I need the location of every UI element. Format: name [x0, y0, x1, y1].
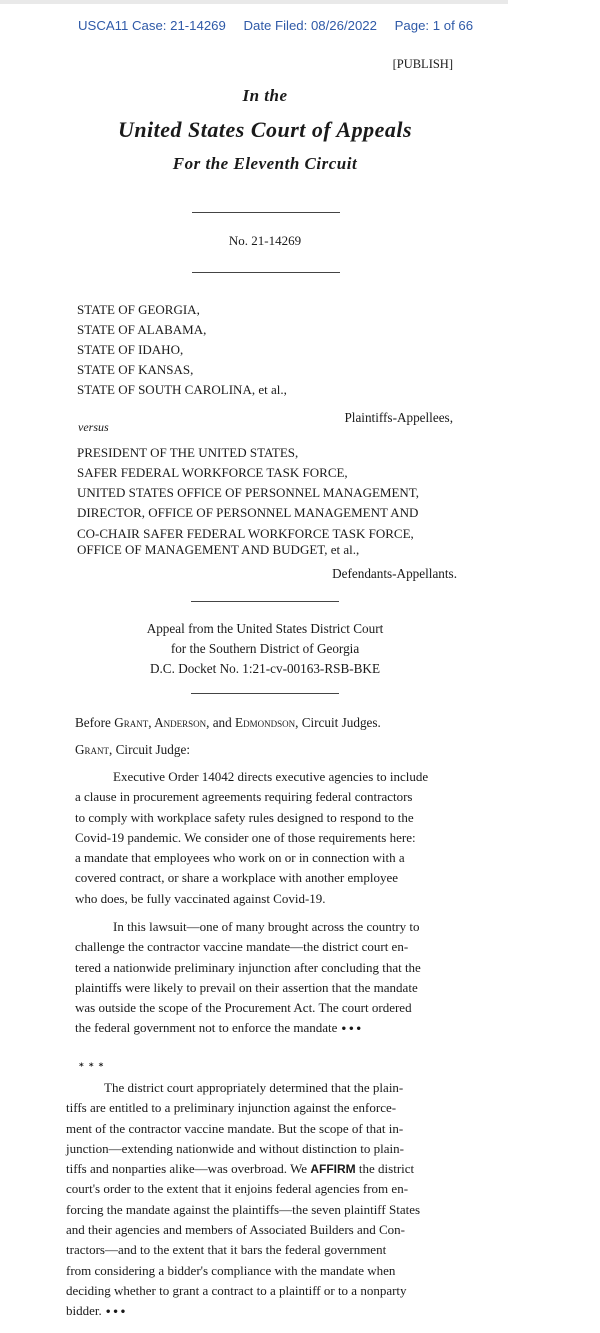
date-filed: Date Filed: 08/26/2022 [243, 18, 377, 33]
plaintiff-name: STATE OF SOUTH CAROLINA, et al., [77, 382, 287, 397]
defendant-name: PRESIDENT OF THE UNITED STATES, [77, 445, 299, 460]
filing-header [78, 18, 487, 33]
appeal-line: Appeal from the United States District Court [146, 621, 384, 636]
omission-marker: * * * [79, 1062, 105, 1072]
paragraph-1: Executive Order 14042 directs executive agencies to include a clause in procurement agreements requiring federal contractors to comply with workplace safety rules designed to respond to the Covid-19 pandemic. We consider one of those requirements here: a mandate that employees who work on or in connection with a covered contract, or share a workplace with another employee who does, be fully vaccinated against Covid-19. [75, 769, 429, 906]
paragraph-3: The district court appropriately determined that the plain- tiffs are entitled to a preliminary injunction against the enforce- ment of the contractor vaccine mandate. But the scope of that in- junction—extending nationwide and without distinction to plain- tiffs and nonparties alike—was overbroad. We AFFIRM the district court's order to the extent that it enjoins federal agencies from en- forcing the mandate against the plaintiffs—the seven plaintiff States and their agencies and members of Associated Builders and Con- tractors—and to the extent that it bars the federal government from considering a bidder's compliance with the mandate when deciding whether to grant a contract to a plaintiff or to a nonparty bidder. ••• [66, 1080, 421, 1319]
defendants-role: Defendants-Appellants. [332, 566, 457, 581]
plaintiff-name: STATE OF KANSAS, [77, 362, 194, 377]
judge-names: Grant, Anderson, [114, 715, 210, 730]
appeal-info [0, 619, 530, 679]
publish-tag: [PUBLISH] [392, 57, 453, 71]
defendant-name: UNITED STATES OFFICE OF PERSONNEL MANAGEMENT, [77, 485, 420, 500]
paragraph-2: In this lawsuit—one of many brought across the country to challenge the contractor vaccine mandate—the district court en- tered a nationwide preliminary injunction after concluding that the plaintiffs were likely to prevail on their assertion that the mandate was outside the scope of the Procurement Act. The court ordered the federal government not to enforce the mandate ••• [75, 919, 421, 1036]
author-name: Grant, [75, 742, 113, 757]
appeal-line: D.C. Docket No. 1:21-cv-00163-RSB-BKE [149, 661, 381, 676]
defendant-name: SAFER FEDERAL WORKFORCE TASK FORCE, [77, 465, 348, 480]
plaintiffs-role: Plaintiffs-Appellees, [344, 410, 453, 425]
divider-1 [192, 212, 340, 213]
divider-4 [191, 693, 339, 694]
judge-name: Edmondson, [235, 715, 299, 730]
defendant-name: OFFICE OF MANAGEMENT AND BUDGET, et al., [77, 542, 360, 557]
defendant-name: DIRECTOR, OFFICE OF PERSONNEL MANAGEMENT AND [77, 505, 419, 520]
appeal-line: for the Southern District of Georgia [170, 641, 360, 656]
plaintiff-name: STATE OF ALABAMA, [77, 322, 207, 337]
page-indicator: Page: 1 of 66 [394, 18, 474, 33]
defendants-list [77, 443, 419, 558]
court-name: United States Court of Appeals [117, 117, 413, 142]
divider-3 [191, 601, 339, 602]
plaintiffs-list [77, 300, 287, 400]
author-line: Grant, Circuit Judge: [75, 742, 190, 757]
court-in-the: In the [242, 86, 288, 105]
ellipsis-marker: ••• [340, 1024, 363, 1036]
divider-2 [192, 272, 340, 273]
court-circuit: For the Eleventh Circuit [172, 154, 358, 173]
panel-line: Before Grant, Anderson, and Edmondson, Circuit Judges. [75, 715, 381, 730]
plaintiff-name: STATE OF IDAHO, [77, 342, 184, 357]
versus-label: versus [78, 420, 109, 434]
top-border [0, 0, 508, 4]
case-number: USCA11 Case: 21-14269 [78, 18, 226, 33]
affirm-word: AFFIRM [310, 1162, 356, 1177]
ellipsis-marker: ••• [105, 1307, 128, 1319]
plaintiff-name: STATE OF GEORGIA, [77, 302, 200, 317]
defendant-name: CO-CHAIR SAFER FEDERAL WORKFORCE TASK FORCE, [77, 526, 414, 541]
docket-number: No. 21-14269 [228, 233, 302, 248]
